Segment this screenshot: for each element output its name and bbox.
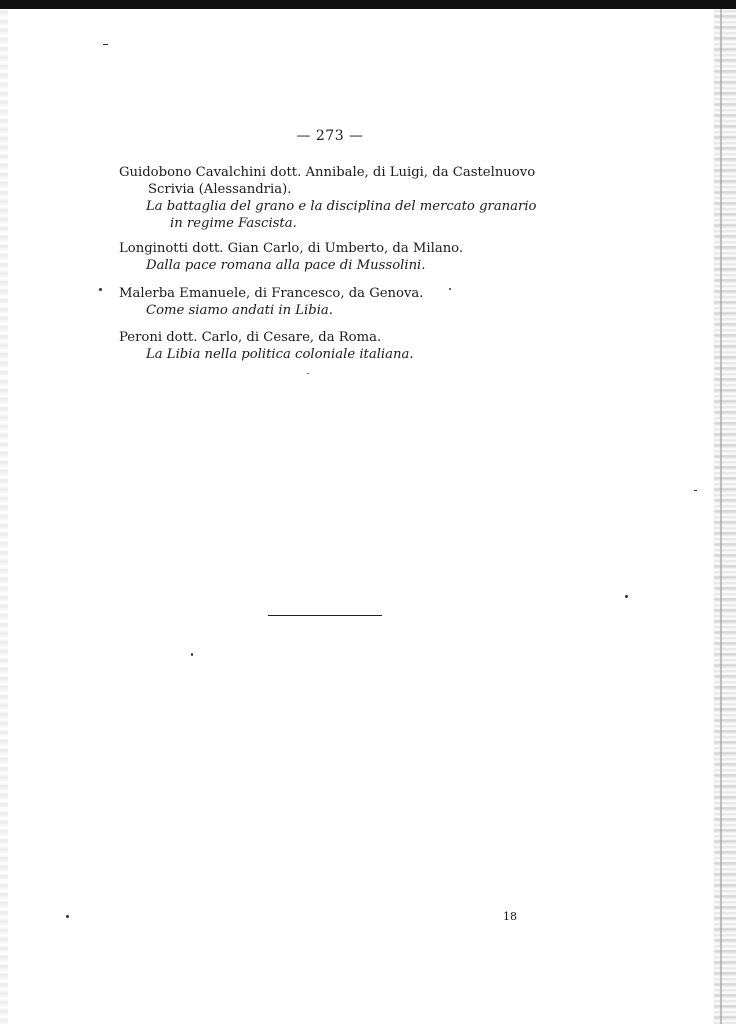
scan-speck [103, 44, 108, 45]
scan-speck [625, 595, 628, 598]
scan-speck [66, 915, 69, 918]
entry-author: Guidobono Cavalchini dott. Annibale, di Luigi, da Castelnuovo Scrivia (Alessandria). [119, 165, 536, 197]
page-number: — 273 — [296, 128, 364, 144]
scan-speck [694, 490, 697, 491]
list-item [119, 240, 549, 274]
list-item [119, 285, 549, 319]
scan-right-edge [714, 9, 736, 1024]
scan-speck [191, 653, 193, 656]
scan-speck [99, 288, 102, 291]
scan-top-border [0, 0, 736, 9]
scan-speck [307, 373, 309, 374]
section-divider-rule [268, 615, 382, 616]
signature-mark: 18 [503, 910, 517, 923]
entry-author: Longinotti dott. Gian Carlo, di Umberto, da Milano. [119, 241, 464, 256]
list-item [119, 164, 549, 232]
scan-right-edge-line [720, 9, 722, 1024]
entry-author: Malerba Emanuele, di Francesco, da Genova. [119, 286, 424, 301]
scan-speck [449, 288, 451, 290]
scan-left-edge [0, 9, 8, 1024]
entry-work-title: Dalla pace romana alla pace di Mussolini. [146, 258, 426, 273]
entry-work-title: La battaglia del grano e la disciplina del mercato granario in regime Fascista. [146, 199, 537, 231]
entry-work-title: La Libia nella politica coloniale italiana. [146, 347, 414, 362]
entry-work-title: Come siamo andati in Libia. [146, 303, 333, 318]
list-item [119, 329, 549, 363]
entry-author: Peroni dott. Carlo, di Cesare, da Roma. [119, 330, 382, 345]
